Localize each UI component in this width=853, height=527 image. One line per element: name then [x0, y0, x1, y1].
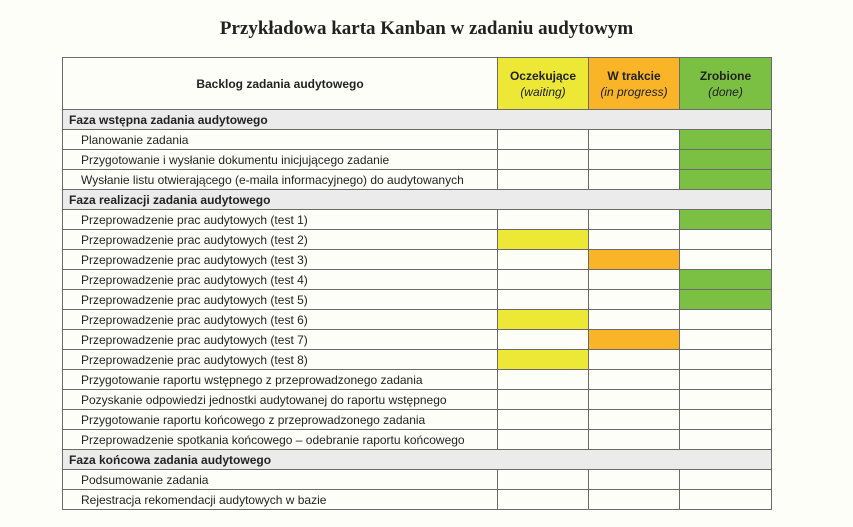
task-label: Przygotowanie i wysłanie dokumentu inicjującego zadanie [63, 150, 498, 170]
task-label: Podsumowanie zadania [63, 470, 498, 490]
task-row [63, 130, 772, 150]
status-cell-in-progress [589, 370, 680, 390]
status-cell-done [680, 390, 772, 410]
status-cell-waiting [498, 150, 589, 170]
status-cell-waiting [498, 170, 589, 190]
phase-row [63, 110, 772, 130]
status-cell-done [680, 290, 772, 310]
task-label: Przeprowadzenie prac audytowych (test 1) [63, 210, 498, 230]
task-label: Przeprowadzenie prac audytowych (test 8) [63, 350, 498, 370]
header-done-label: Zrobione [699, 68, 752, 83]
status-cell-in-progress [589, 330, 680, 350]
status-cell-in-progress [589, 350, 680, 370]
header-row [63, 58, 772, 110]
status-cell-in-progress [589, 230, 680, 250]
task-row [63, 370, 772, 390]
status-cell-done [680, 270, 772, 290]
status-cell-in-progress [589, 130, 680, 150]
header-in-progress [589, 58, 680, 110]
header-done-sub: (done) [708, 84, 743, 99]
task-row [63, 390, 772, 410]
kanban-body [63, 110, 772, 510]
status-cell-done [680, 170, 772, 190]
phase-row [63, 190, 772, 210]
status-cell-waiting [498, 230, 589, 250]
task-row [63, 150, 772, 170]
status-cell-in-progress [589, 470, 680, 490]
status-cell-waiting [498, 130, 589, 150]
task-label: Przeprowadzenie prac audytowych (test 3) [63, 250, 498, 270]
task-label: Wysłanie listu otwierającego (e-maila informacyjnego) do audytowanych [63, 170, 498, 190]
task-row [63, 330, 772, 350]
task-row [63, 250, 772, 270]
status-cell-in-progress [589, 430, 680, 450]
task-row [63, 470, 772, 490]
status-cell-done [680, 210, 772, 230]
task-label: Przeprowadzenie prac audytowych (test 6) [63, 310, 498, 330]
kanban-table [62, 57, 772, 510]
status-cell-done [680, 410, 772, 430]
status-cell-in-progress [589, 150, 680, 170]
status-cell-waiting [498, 370, 589, 390]
status-cell-in-progress [589, 290, 680, 310]
header-backlog [63, 58, 498, 110]
status-cell-waiting [498, 270, 589, 290]
status-cell-waiting [498, 390, 589, 410]
task-label: Planowanie zadania [63, 130, 498, 150]
status-cell-waiting [498, 290, 589, 310]
task-row [63, 170, 772, 190]
task-label: Pozyskanie odpowiedzi jednostki audytowanej do raportu wstępnego [63, 390, 498, 410]
task-row [63, 290, 772, 310]
header-waiting-label: Oczekujące [509, 68, 577, 83]
task-label: Przeprowadzenie prac audytowych (test 2) [63, 230, 498, 250]
status-cell-in-progress [589, 410, 680, 430]
task-label: Przeprowadzenie prac audytowych (test 5) [63, 290, 498, 310]
status-cell-done [680, 370, 772, 390]
status-cell-in-progress [589, 270, 680, 290]
task-row [63, 430, 772, 450]
status-cell-done [680, 430, 772, 450]
status-cell-waiting [498, 330, 589, 350]
phase-row [63, 450, 772, 470]
status-cell-done [680, 310, 772, 330]
status-cell-waiting [498, 410, 589, 430]
phase-title: Faza końcowa zadania audytowego [63, 450, 772, 470]
status-cell-waiting [498, 490, 589, 510]
header-waiting [498, 58, 589, 110]
task-row [63, 270, 772, 290]
task-row [63, 230, 772, 250]
header-done [680, 58, 772, 110]
task-row [63, 210, 772, 230]
status-cell-waiting [498, 430, 589, 450]
status-cell-waiting [498, 470, 589, 490]
status-cell-done [680, 150, 772, 170]
status-cell-in-progress [589, 250, 680, 270]
status-cell-done [680, 130, 772, 150]
phase-title: Faza wstępna zadania audytowego [63, 110, 772, 130]
status-cell-in-progress [589, 210, 680, 230]
status-cell-done [680, 330, 772, 350]
status-cell-in-progress [589, 490, 680, 510]
status-cell-waiting [498, 310, 589, 330]
task-label: Przeprowadzenie prac audytowych (test 7) [63, 330, 498, 350]
task-label: Przeprowadzenie prac audytowych (test 4) [63, 270, 498, 290]
status-cell-done [680, 230, 772, 250]
task-row [63, 490, 772, 510]
status-cell-done [680, 470, 772, 490]
task-label: Przygotowanie raportu wstępnego z przeprowadzonego zadania [63, 370, 498, 390]
status-cell-done [680, 250, 772, 270]
status-cell-in-progress [589, 390, 680, 410]
task-label: Rejestracja rekomendacji audytowych w bazie [63, 490, 498, 510]
header-backlog-label: Backlog zadania audytowego [196, 76, 364, 91]
header-in-progress-label: W trakcie [607, 68, 661, 83]
task-row [63, 410, 772, 430]
phase-title: Faza realizacji zadania audytowego [63, 190, 772, 210]
status-cell-waiting [498, 250, 589, 270]
task-row [63, 350, 772, 370]
status-cell-waiting [498, 350, 589, 370]
status-cell-done [680, 350, 772, 370]
task-label: Przeprowadzenie spotkania końcowego – odebranie raportu końcowego [63, 430, 498, 450]
status-cell-in-progress [589, 170, 680, 190]
task-label: Przygotowanie raportu końcowego z przeprowadzonego zadania [63, 410, 498, 430]
page-title: Przykładowa karta Kanban w zadaniu audytowym [219, 18, 634, 39]
header-in-progress-sub: (in progress) [600, 84, 668, 99]
task-row [63, 310, 772, 330]
status-cell-done [680, 490, 772, 510]
status-cell-in-progress [589, 310, 680, 330]
header-waiting-sub: (waiting) [520, 84, 566, 99]
status-cell-waiting [498, 210, 589, 230]
